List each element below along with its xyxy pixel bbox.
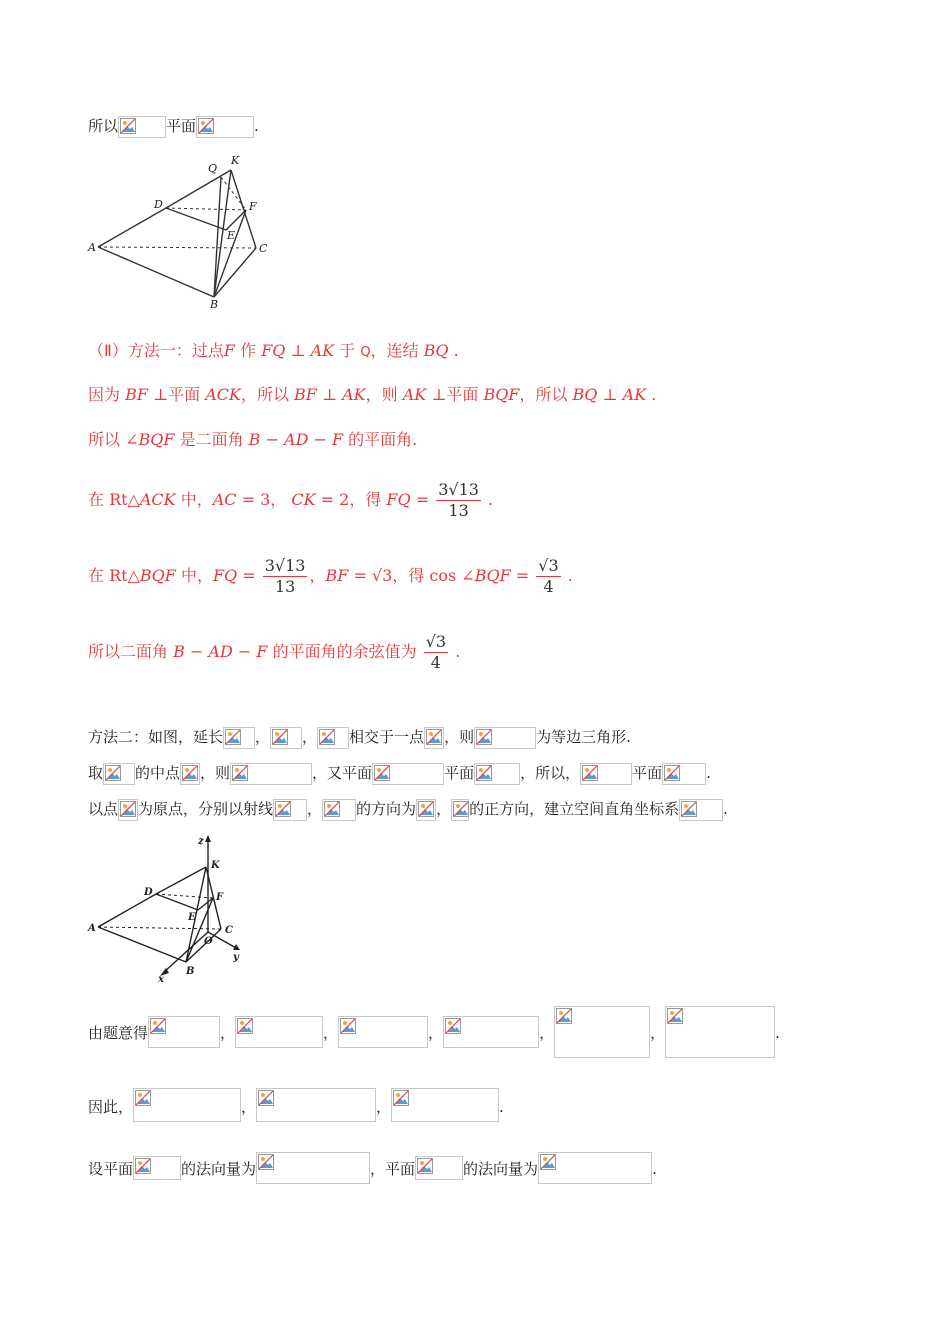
text: 因为 [88, 385, 126, 404]
math: BQ ⊥ AK [572, 385, 647, 404]
text: 方法二：如图，延长 [88, 728, 224, 746]
text: 的法向量为 [463, 1160, 539, 1178]
broken-image-icon [256, 1088, 376, 1122]
text: 为原点，分别以射线 [138, 800, 274, 818]
broken-image-icon [180, 763, 200, 785]
broken-image-icon [273, 799, 307, 821]
denominator: 4 [430, 653, 441, 672]
math: BQF [139, 566, 176, 585]
text: ， [376, 1098, 392, 1116]
fraction [263, 556, 308, 597]
text: . [562, 566, 573, 585]
math: AC [212, 490, 237, 509]
text: ，平面 [370, 1160, 416, 1178]
text: . [706, 764, 711, 782]
numerator: 3√13 [438, 480, 479, 499]
text: 在 [88, 490, 110, 509]
denominator: 13 [274, 577, 296, 596]
math: = [410, 490, 435, 509]
text: ， [428, 1024, 444, 1042]
math: BF ⊥ AK [294, 385, 366, 404]
text: ， [539, 1024, 555, 1042]
text: ， [302, 728, 318, 746]
math: cos [429, 566, 462, 585]
text: Q [360, 345, 371, 360]
broken-image-icon [424, 727, 444, 749]
figure-label: F [249, 200, 257, 213]
text: 因此， [88, 1098, 134, 1116]
broken-image-icon [256, 1152, 370, 1184]
text: 是二面角 [174, 430, 249, 449]
math: ∠BQF [125, 430, 175, 449]
broken-image-icon [372, 763, 444, 785]
figure-label: B [186, 966, 195, 977]
math: Rt△ [109, 490, 140, 509]
figure-label: E [227, 229, 236, 242]
math: ACK [139, 490, 176, 509]
text-line-11 [88, 1088, 504, 1124]
text: 平面 [168, 385, 201, 404]
text: ， [220, 1024, 236, 1042]
text: ， [436, 800, 452, 818]
text: ， [307, 800, 323, 818]
text: ，则 [365, 385, 403, 404]
math: BF ⊥ [125, 385, 169, 404]
text: 取 [88, 764, 104, 782]
text: 设平面 [88, 1160, 134, 1178]
broken-image-icon [133, 1156, 181, 1180]
math: FQ [386, 490, 411, 509]
broken-image-icon [415, 1156, 463, 1180]
text: 由题意得 [88, 1024, 149, 1042]
text-line-9 [88, 798, 728, 821]
broken-image-icon [230, 763, 312, 785]
text-line-7 [88, 726, 631, 749]
figure-label: x [158, 974, 164, 985]
figure-label: B [210, 298, 219, 310]
text: ，所以 [519, 385, 573, 404]
text-line-1 [88, 115, 259, 138]
fraction [424, 632, 448, 673]
text: ，又平面 [312, 764, 373, 782]
broken-image-icon [665, 1006, 775, 1058]
math: = [510, 566, 535, 585]
solution-line-m3 [88, 429, 417, 451]
denominator: 4 [543, 577, 554, 596]
text: 平面 [166, 117, 197, 135]
broken-image-icon [391, 1088, 499, 1122]
text: 的平面角的余弦值为 [267, 642, 422, 661]
text: ，所以， [520, 764, 581, 782]
broken-image-icon [322, 799, 356, 821]
math: AK ⊥ [402, 385, 447, 404]
text: ，则 [200, 764, 231, 782]
text: （Ⅱ）方法一：过点 [88, 341, 224, 360]
text: . [646, 385, 657, 404]
figure-label: F [216, 892, 224, 903]
solution-line-m2 [88, 384, 656, 406]
math: = [237, 566, 261, 585]
broken-image-icon [148, 1016, 220, 1048]
solution-line-m4 [88, 478, 493, 522]
math: B − AD − F [173, 642, 268, 661]
broken-image-icon [223, 727, 255, 749]
text: 以点 [88, 800, 119, 818]
text: . [448, 341, 459, 360]
text: 相交于一点 [349, 728, 425, 746]
math: Rt△ [109, 566, 140, 585]
text: . [482, 490, 494, 509]
broken-image-icon [103, 763, 135, 785]
text: 中， [175, 566, 213, 585]
math: = 2，得 [315, 490, 387, 509]
text: 的中点 [135, 764, 181, 782]
text: ，连结 [370, 341, 424, 360]
broken-image-icon [196, 116, 254, 138]
text: 所以二面角 [88, 642, 174, 661]
math: FQ ⊥ AK [261, 341, 335, 360]
math: B − AD − F [248, 430, 344, 449]
figure-label: C [259, 242, 268, 255]
figure-label: A [88, 241, 96, 254]
text: . [254, 117, 259, 135]
broken-image-icon [270, 727, 302, 749]
math: ACK [200, 385, 241, 404]
text-line-8 [88, 762, 711, 785]
broken-image-icon [235, 1016, 323, 1048]
text: 平面 [444, 764, 475, 782]
figure-label: y [233, 952, 239, 963]
math: = 3， [236, 490, 287, 509]
text-line-12 [88, 1152, 657, 1186]
solution-line-m6 [88, 630, 460, 674]
geometry-figure-2 [86, 832, 256, 987]
geometry-figure-1 [86, 150, 286, 310]
fraction [536, 556, 560, 597]
text: ， [323, 1024, 339, 1042]
figure-label: C [225, 925, 233, 936]
numerator: 3√13 [264, 556, 306, 575]
broken-image-icon [416, 799, 436, 821]
text: 为等边三角形. [536, 728, 631, 746]
text: 所以 [88, 117, 119, 135]
broken-image-icon [317, 727, 349, 749]
solution-line-m1 [88, 340, 459, 364]
broken-image-icon [118, 799, 138, 821]
math: ∠BQF [461, 566, 511, 585]
math: FQ [212, 566, 238, 585]
text: ， [241, 1098, 257, 1116]
text: 在 [88, 566, 110, 585]
math: BQ [423, 341, 449, 360]
broken-image-icon [474, 727, 536, 749]
text: 于 [334, 341, 361, 360]
broken-image-icon [133, 1088, 241, 1122]
math: BF [325, 566, 349, 585]
math: CK [286, 490, 316, 509]
text: 的法向量为 [181, 1160, 257, 1178]
text: 的方向为 [356, 800, 417, 818]
figure-label: D [154, 198, 163, 211]
fraction [436, 480, 481, 521]
denominator: 13 [448, 501, 469, 520]
text: ，所以 [240, 385, 295, 404]
figure-label: z [198, 836, 204, 847]
text: 中， [175, 490, 213, 509]
solution-line-m5 [88, 554, 573, 598]
math: = √3，得 [348, 566, 430, 585]
text: 作 [235, 341, 262, 360]
text: 的平面角. [343, 430, 418, 449]
figure-label: A [88, 923, 96, 934]
broken-image-icon [443, 1016, 539, 1048]
text: . [775, 1024, 780, 1042]
text: . [652, 1160, 657, 1178]
broken-image-icon [538, 1152, 652, 1184]
numerator: √3 [538, 556, 559, 575]
math: F [223, 341, 235, 360]
figure-label: E [188, 912, 196, 923]
figure-label: D [144, 887, 153, 898]
broken-image-icon [554, 1006, 650, 1058]
text: 所以 [88, 430, 126, 449]
broken-image-icon [679, 799, 723, 821]
text: . [499, 1098, 504, 1116]
figure-label: Q [208, 162, 218, 175]
text: ， [255, 728, 271, 746]
text: 平面 [632, 764, 663, 782]
text: ，则 [444, 728, 475, 746]
broken-image-icon [662, 763, 706, 785]
broken-image-icon [451, 799, 469, 821]
math: BQF [478, 385, 520, 404]
text: . [450, 642, 461, 661]
text: 的正方向，建立空间直角坐标系 [469, 800, 680, 818]
broken-image-icon [118, 116, 166, 138]
broken-image-icon [338, 1016, 428, 1048]
broken-image-icon [580, 763, 632, 785]
text: 平面 [446, 385, 479, 404]
broken-image-icon [474, 763, 520, 785]
figure-label: O [204, 936, 213, 947]
numerator: √3 [425, 632, 447, 651]
text: ， [309, 566, 326, 585]
text-line-10 [88, 1006, 780, 1060]
text: . [723, 800, 728, 818]
figure-label: K [211, 860, 220, 871]
text: ， [650, 1024, 666, 1042]
figure-label: K [231, 154, 240, 167]
